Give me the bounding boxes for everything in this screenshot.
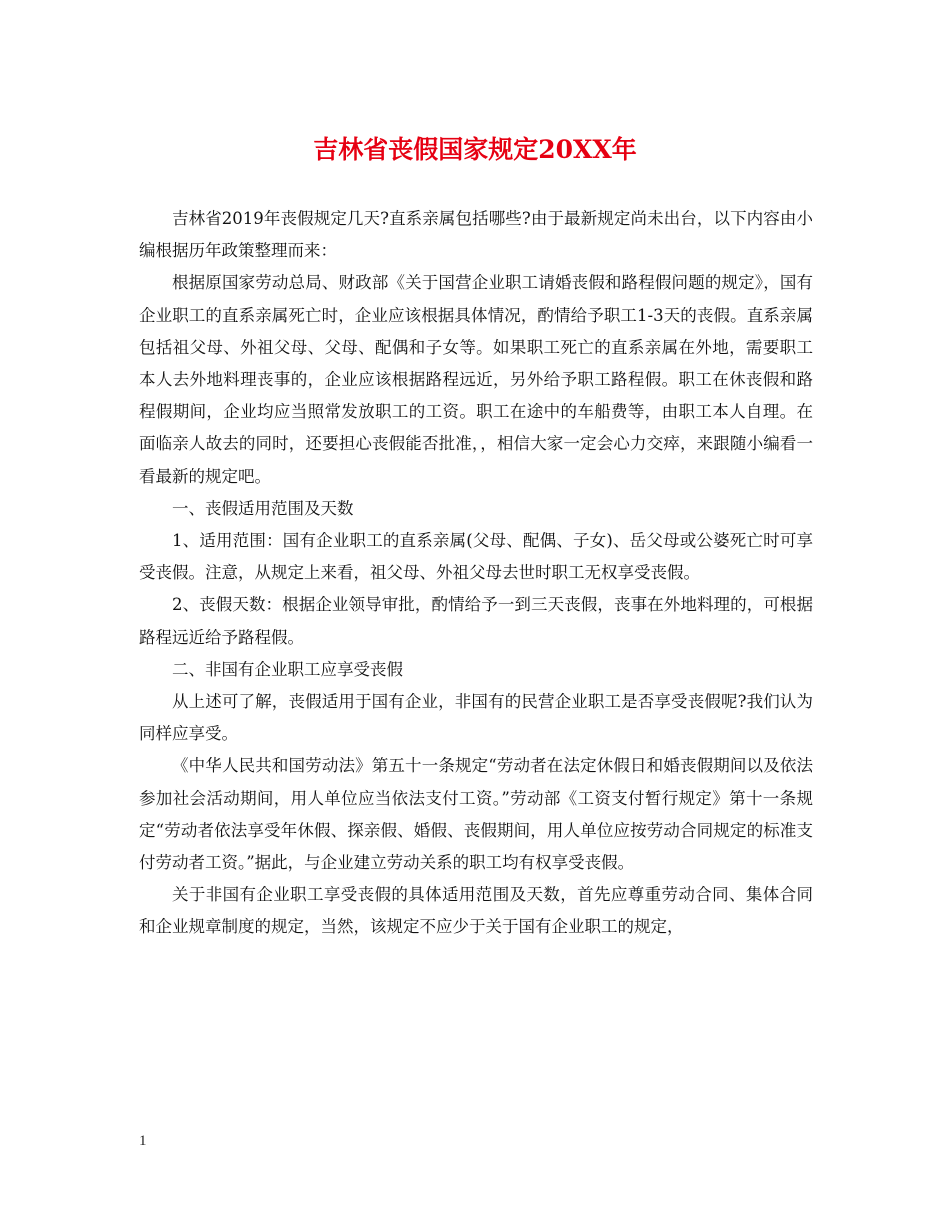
paragraph-days: 2、丧假天数：根据企业领导审批，酌情给予一到三天丧假，丧事在外地料理的，可根据路程远近给予路程假。 xyxy=(139,595,813,647)
paragraph-scope: 1、适用范围：国有企业职工的直系亲属(父母、配偶、子女)、岳父母或公婆死亡时可享受丧假。注意，从规定上来看，祖父母、外祖父母去世时职工无权享受丧假。 xyxy=(139,531,813,583)
page-number: 1 xyxy=(139,1133,147,1149)
section-heading-non-state: 二、非国有企业职工应享受丧假 xyxy=(172,659,403,679)
document-title: 吉林省丧假国家规定20XX年 xyxy=(313,135,637,164)
paragraph-specific-scope: 关于非国有企业职工享受丧假的具体适用范围及天数，首先应尊重劳动合同、集体合同和企业规章制度的规定，当然，该规定不应少于关于国有企业职工的规定， xyxy=(139,885,813,937)
document-body xyxy=(139,203,813,944)
section-heading-scope: 一、丧假适用范围及天数 xyxy=(172,498,354,518)
paragraph-regulation: 根据原国家劳动总局、财政部《关于国营企业职工请婚丧假和路程假问题的规定》，国有企业职工的直系亲属死亡时，企业应该根据具体情况，酌情给予职工1-3天的丧假。直系亲属包括祖父母、外祖父母、父母、配偶和子女等。如果职工死亡的直系亲属在外地，需要职工本人去外地料理丧事的，企业应该根据路程远近，另外给予职工路程假。职工在休丧假和路程假期间，企业均应当照常发放职工的工资。职工在途中的车船费等，由职工本人自理。在面临亲人故去的同时，还要担心丧假能否批准，，相信大家一定会心力交瘁，来跟随小编看一看最新的规定吧。 xyxy=(139,273,813,486)
paragraph-non-state: 从上述可了解，丧假适用于国有企业，非国有的民营企业职工是否享受丧假呢?我们认为同样应享受。 xyxy=(139,692,813,744)
paragraph-labor-law: 《中华人民共和国劳动法》第五十一条规定“劳动者在法定休假日和婚丧假期间以及依法参加社会活动期间，用人单位应当依法支付工资。”劳动部《工资支付暂行规定》第十一条规定“劳动者依法享受年休假、探亲假、婚假、丧假期间，用人单位应按劳动合同规定的标准支付劳动者工资。”据此，与企业建立劳动关系的职工均有权享受丧假。 xyxy=(139,756,813,873)
paragraph-intro: 吉林省2019年丧假规定几天?直系亲属包括哪些?由于最新规定尚未出台，以下内容由小编根据历年政策整理而来： xyxy=(139,209,813,261)
